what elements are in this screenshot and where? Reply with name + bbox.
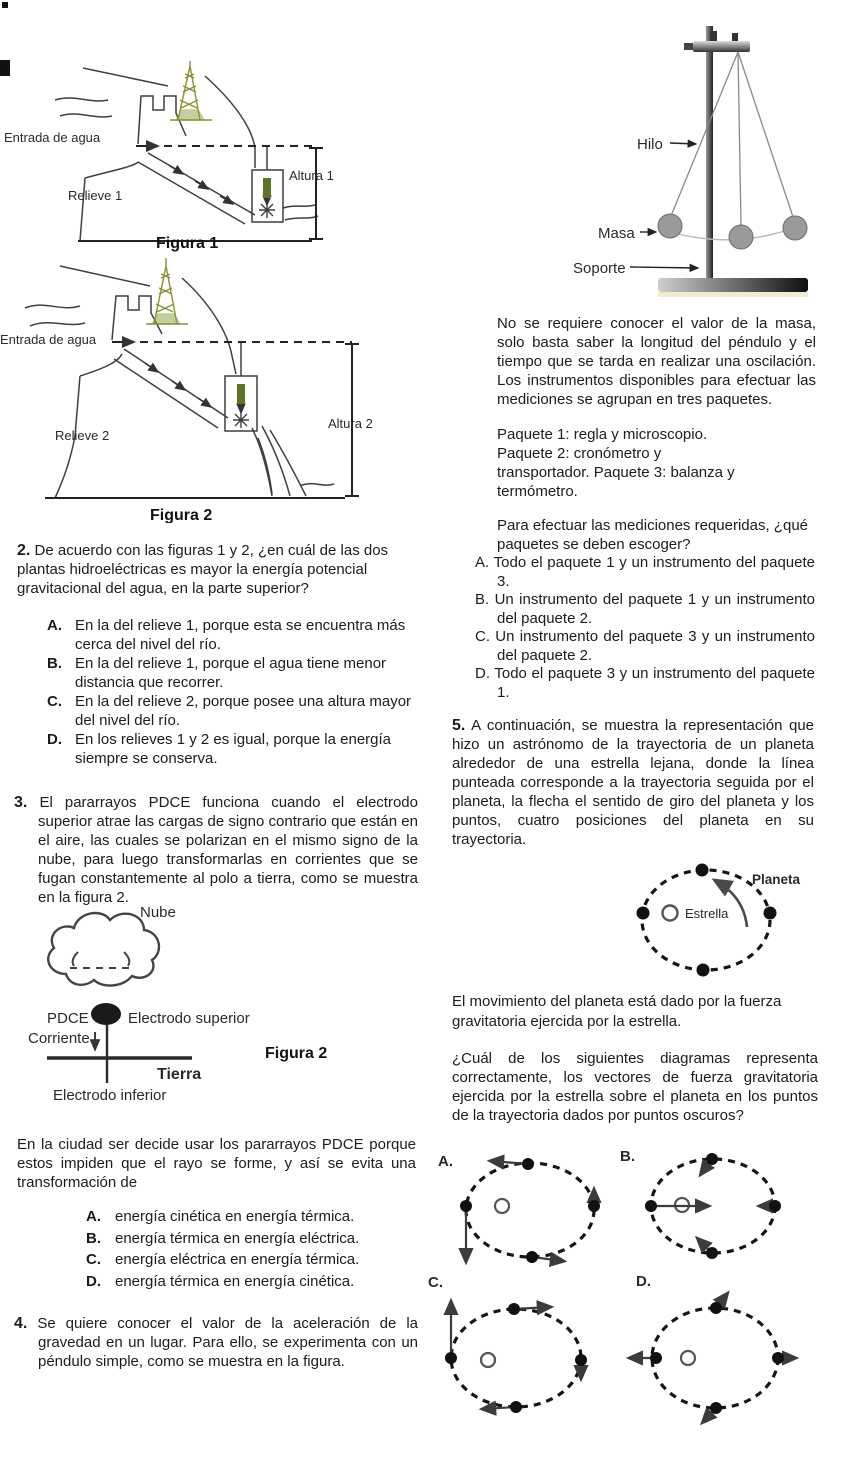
q2-option-c: C. En la del relieve 2, porque posee una altura mayor del nivel del río. [47, 693, 412, 729]
packages-list [497, 425, 735, 501]
package-line-1: Paquete 1: regla y microscopio. [497, 426, 708, 443]
diagram-a-force-arrows [466, 1161, 594, 1261]
diagram-b-label: B. [620, 1148, 635, 1165]
q3-option-a: A. energía cinética en energía térmica. [86, 1208, 355, 1225]
question-2 [17, 541, 415, 768]
fig1-entrada-label: Entrada de agua [4, 130, 101, 145]
pendulum-strings [671, 52, 793, 226]
question-4 [14, 1314, 418, 1371]
q4-intro-paragraph: No se requiere conocer el valor de la masa, solo basta saber la longitud del péndulo y el tiempo que se tarda en realizar una oscilación. Los instrumentos disponibles para efectuar las mediciones se agrupan en tres paquetes. [497, 315, 816, 408]
question-4-text: 4. Se quiere conocer el valor de la aceleración de la gravedad en un lugar. Para ello, se experimenta con un péndulo simple, como se muestra en la figura. [14, 1315, 418, 1370]
q4-question-text: Para efectuar las mediciones requeridas, ¿qué paquetes se deben escoger? [497, 517, 809, 553]
question-2-options [17, 616, 415, 768]
stand-pole [706, 26, 713, 282]
soporte-label: Soporte [573, 260, 626, 277]
q2-option-d: D. En los relieves 1 y 2 es igual, porque la energía siempre se conserva. [47, 731, 392, 767]
corriente-label: Corriente [28, 1030, 90, 1047]
question-3-text: 3. El pararrayos PDCE funciona cuando el electrodo superior atrae las cargas de signo contrario que están en el aire, las cuales se polarizan en el mismo signo de la nube, para luego transformarlas en corrientes que se fugan constantemente al polo a tierra, como se muestra en la figura 2. [14, 794, 418, 906]
masa-label: Masa [598, 225, 635, 242]
estrella-label: Estrella [685, 906, 729, 921]
mass-center [729, 225, 753, 249]
question-5-number: 5. [452, 717, 466, 734]
q5-movimiento-text: El movimiento del planeta está dado por la fuerza gravitatoria ejercida por la estrella. [452, 993, 782, 1030]
clamp-bolt-1 [710, 31, 717, 41]
diagram-c-star-icon [481, 1353, 495, 1367]
fig1-relieve-label: Relieve 1 [68, 188, 123, 203]
nube-label: Nube [140, 904, 176, 921]
q4-option-a: A. Todo el paquete 1 y un instrumento del paquete 3. [475, 554, 815, 590]
base-shadow [658, 292, 808, 297]
planet-dot-top [696, 864, 709, 877]
question-5 [452, 716, 814, 849]
package-line-3: transportador. Paquete 3: balanza y [497, 464, 735, 481]
q4-option-b: B. Un instrumento del paquete 1 y un instrumento del paquete 2. [475, 591, 815, 627]
question-3-options [86, 1208, 359, 1294]
fig2-caption: Figura 2 [150, 507, 213, 523]
q4-option-c: C. Un instrumento del paquete 3 y un instrumento del paquete 2. [475, 628, 815, 664]
electrodo-inferior-label: Electrodo inferior [53, 1087, 167, 1104]
planet-dot-right [764, 907, 777, 920]
diagram-d [626, 1270, 849, 1448]
q3-option-b: B. energía térmica en energía eléctrica. [86, 1229, 360, 1247]
hilo-label: Hilo [637, 136, 663, 153]
question-5-text: 5. A continuación, se muestra la representación que hizo un astrónomo de la trayectoria de un planeta alrededor de una estrella lejana, donde la línea punteada corresponde a la trayectoria seguida por el planeta, la flecha el sentido de giro del planeta y los puntos, cuatro posiciones del planeta en su trayectoria. [452, 717, 814, 848]
package-line-2: Paquete 2: cronómetro y [497, 445, 662, 462]
clamp-bolt-2 [732, 33, 738, 41]
q3-option-c: C. energía eléctrica en energía térmica. [86, 1251, 360, 1268]
hydro-figure-2 [0, 248, 375, 523]
diagram-d-star-icon [681, 1351, 695, 1365]
diagram-c-label: C. [428, 1274, 443, 1291]
mass-right [783, 216, 807, 240]
pendulum-figure [560, 10, 849, 300]
q5-pregunta-text: ¿Cuál de los siguientes diagramas representa correctamente, los vectores de fuerza gravitatoria ejercida por la estrella sobre el planeta en los puntos de la trayectoria dados por puntos oscuros? [452, 1050, 818, 1124]
pdce-figure-caption: Figura 2 [265, 1045, 328, 1062]
fig2-relieve-label: Relieve 2 [55, 428, 110, 443]
planet-dot-left [637, 907, 650, 920]
hydro-figure-1 [0, 58, 340, 253]
star-icon [663, 906, 678, 921]
q2-option-a: A. En la del relieve 1, porque esta se encuentra más cerca del nivel del río. [47, 617, 406, 653]
mass-left [658, 214, 682, 238]
generator-1 [263, 178, 271, 198]
q4-option-d: D. Todo el paquete 3 y un instrumento del paquete 1. [475, 665, 815, 701]
planeta-label: Planeta [752, 872, 801, 887]
question-4-options [475, 554, 815, 702]
question-3 [14, 793, 418, 907]
fig1-altura-label: Altura 1 [289, 168, 334, 183]
scan-artifact-top [2, 2, 8, 8]
clamp-knob [684, 43, 693, 50]
clamp-bar [693, 41, 750, 52]
diagram-c [426, 1270, 626, 1448]
package-line-4: termómetro. [497, 483, 578, 500]
q2-option-b: B. En la del relieve 1, porque el agua tiene menor distancia que recorrer. [47, 655, 387, 691]
question-2-number: 2. [17, 542, 31, 559]
tierra-label: Tierra [157, 1066, 202, 1083]
pdce-label: PDCE [47, 1010, 89, 1027]
cloud-icon [48, 913, 159, 986]
question-3-number: 3. [14, 794, 28, 811]
electrodo-superior-label: Electrodo superior [128, 1010, 250, 1027]
stand-base [658, 278, 808, 292]
diagram-d-label: D. [636, 1273, 651, 1290]
question-2-text: 2. De acuerdo con las figuras 1 y 2, ¿en cuál de las dos plantas hidroeléctricas es mayor la energía potencial gravitacional del agua, en la parte superior? [17, 542, 389, 597]
diagram-a-star-icon [495, 1199, 509, 1213]
upper-electrode [91, 1003, 121, 1025]
fig1-caption: Figura 1 [156, 235, 219, 252]
generator-2 [237, 384, 245, 404]
diagram-a-label: A. [438, 1153, 453, 1170]
question-3-continuation: En la ciudad ser decide usar los pararrayos PDCE porque estos impiden que el rayo se forme, y así se evita una transformación de [17, 1136, 416, 1191]
question-4-number: 4. [14, 1315, 28, 1332]
fig2-entrada-label: Entrada de agua [0, 332, 97, 347]
planet-dot-bottom [697, 964, 710, 977]
pdce-figure [18, 896, 358, 1108]
q3-option-d: D. energía térmica en energía cinética. [86, 1272, 355, 1290]
orbit-figure [610, 855, 849, 1005]
fig2-altura-label: Altura 2 [328, 416, 373, 431]
